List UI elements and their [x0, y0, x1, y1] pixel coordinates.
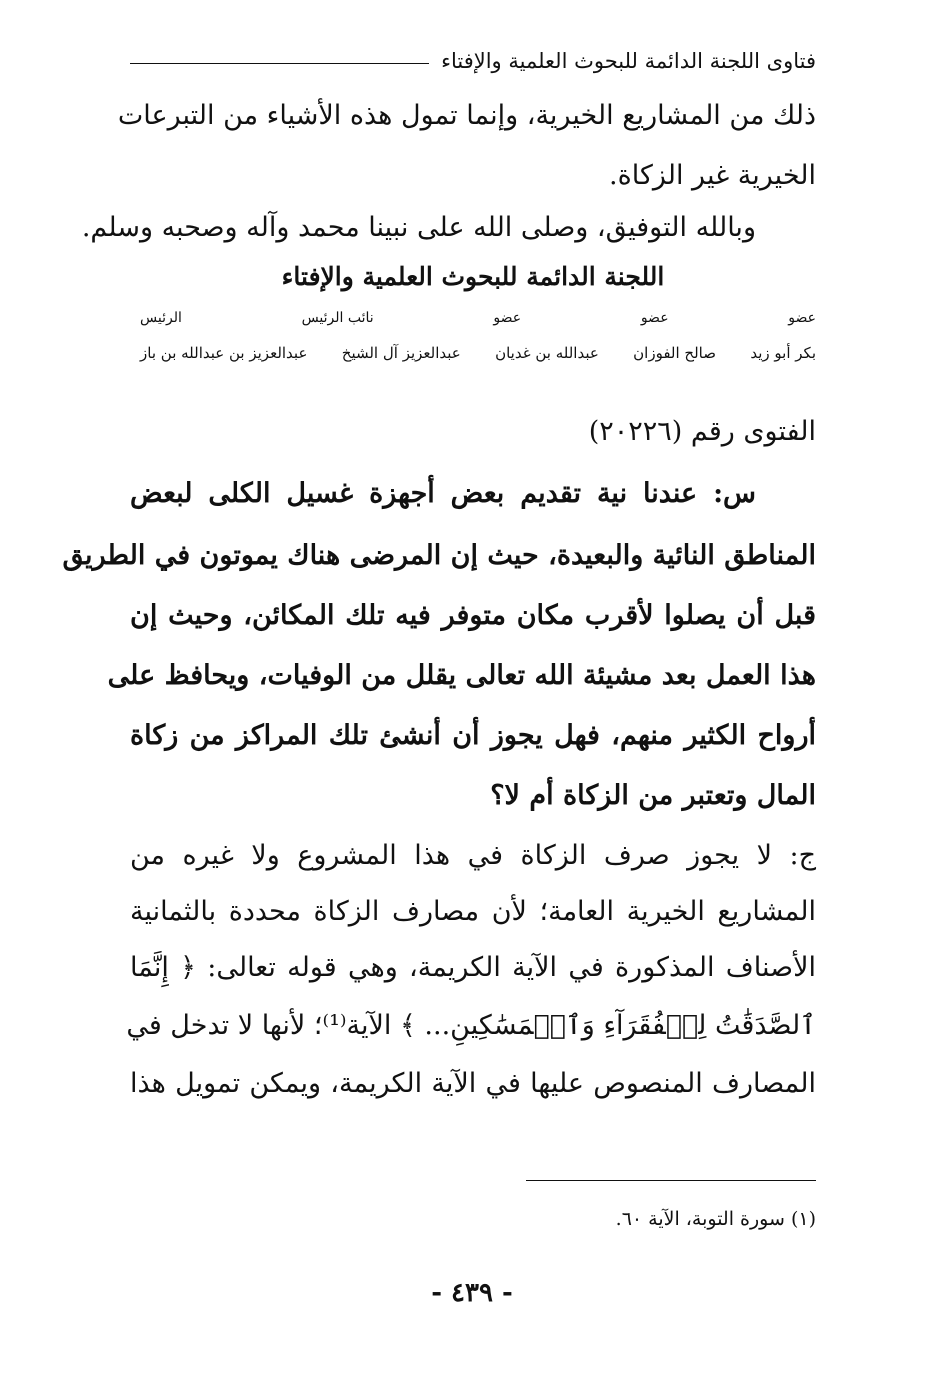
question-line-1: س: عندنا نية تقديم بعض أجهزة غسيل الكلى لبعض — [130, 478, 756, 509]
answer-line-1: ج: لا يجوز صرف الزكاة في هذا المشروع ولا غيره من — [130, 840, 816, 871]
member-title-5: الرئيس — [140, 310, 182, 326]
intro-line-1: ذلك من المشاريع الخيرية، وإنما تمول هذه الأشياء من التبرعات — [117, 100, 816, 131]
answer-line-2: المشاريع الخيرية العامة؛ لأن مصارف الزكاة محددة بالثمانية — [130, 896, 816, 927]
footnote-rule — [526, 1180, 816, 1181]
member-title-2: عضو — [640, 310, 669, 326]
answer-line-3: الأصناف المذكورة في الآية الكريمة، وهي قوله تعالى: ﴿ إِنَّمَا — [130, 952, 816, 983]
intro-line-2: الخيرية غير الزكاة. — [609, 160, 816, 191]
closing-salutation: وبالله التوفيق، وصلى الله على نبينا محمد وآله وصحبه وسلم. — [81, 212, 756, 243]
member-title-4: نائب الرئيس — [301, 310, 374, 326]
question-line-6: المال وتعتبر من الزكاة أم لا؟ — [490, 780, 816, 811]
question-line-5: أرواح الكثير منهم، فهل يجوز أن أنشئ تلك المراكز من زكاة — [130, 720, 816, 751]
member-title-1: عضو — [788, 310, 816, 326]
page-number: - ٤٣٩ - — [431, 1278, 513, 1308]
member-title-3: عضو — [493, 310, 522, 326]
committee-name: اللجنة الدائمة للبحوث العلمية والإفتاء — [281, 262, 665, 291]
running-header-title: فتاوى اللجنة الدائمة للبحوث العلمية والإفتاء — [441, 49, 816, 73]
signatory-titles — [140, 310, 816, 326]
member-name-3: عبدالله بن غديان — [495, 344, 599, 362]
header-rule — [130, 63, 429, 64]
running-header — [130, 44, 816, 78]
question-line-3: قبل أن يصلوا لأقرب مكان متوفر فيه تلك المكائن، وحيث إن — [130, 600, 816, 631]
question-line-4: هذا العمل بعد مشيئة الله تعالى يقلل من الوفيات، ويحافظ على — [107, 660, 816, 691]
signatory-names — [140, 344, 816, 362]
member-name-5: عبدالعزيز بن عبدالله بن باز — [140, 344, 308, 362]
member-name-2: صالح الفوزان — [633, 344, 716, 362]
member-name-4: عبدالعزيز آل الشيخ — [341, 344, 461, 362]
footnote: (١) سورة التوبة، الآية ٦٠. — [615, 1208, 816, 1230]
question-line-2: المناطق النائية والبعيدة، حيث إن المرضى هناك يموتون في الطريق — [62, 540, 816, 571]
answer-line-4: ٱلصَّدَقَٰتُ لِلۡفُقَرَآءِ وَٱلۡمَسَٰكِينِ... ﴾ الآية⁽¹⁾؛ لأنها لا تدخل في — [126, 1010, 816, 1041]
answer-line-5: المصارف المنصوص عليها في الآية الكريمة، ويمكن تمويل هذا — [130, 1068, 816, 1099]
fatwa-number: الفتوى رقم (٢٠٢٢٦) — [588, 416, 816, 447]
member-name-1: بكر أبو زيد — [750, 344, 816, 362]
